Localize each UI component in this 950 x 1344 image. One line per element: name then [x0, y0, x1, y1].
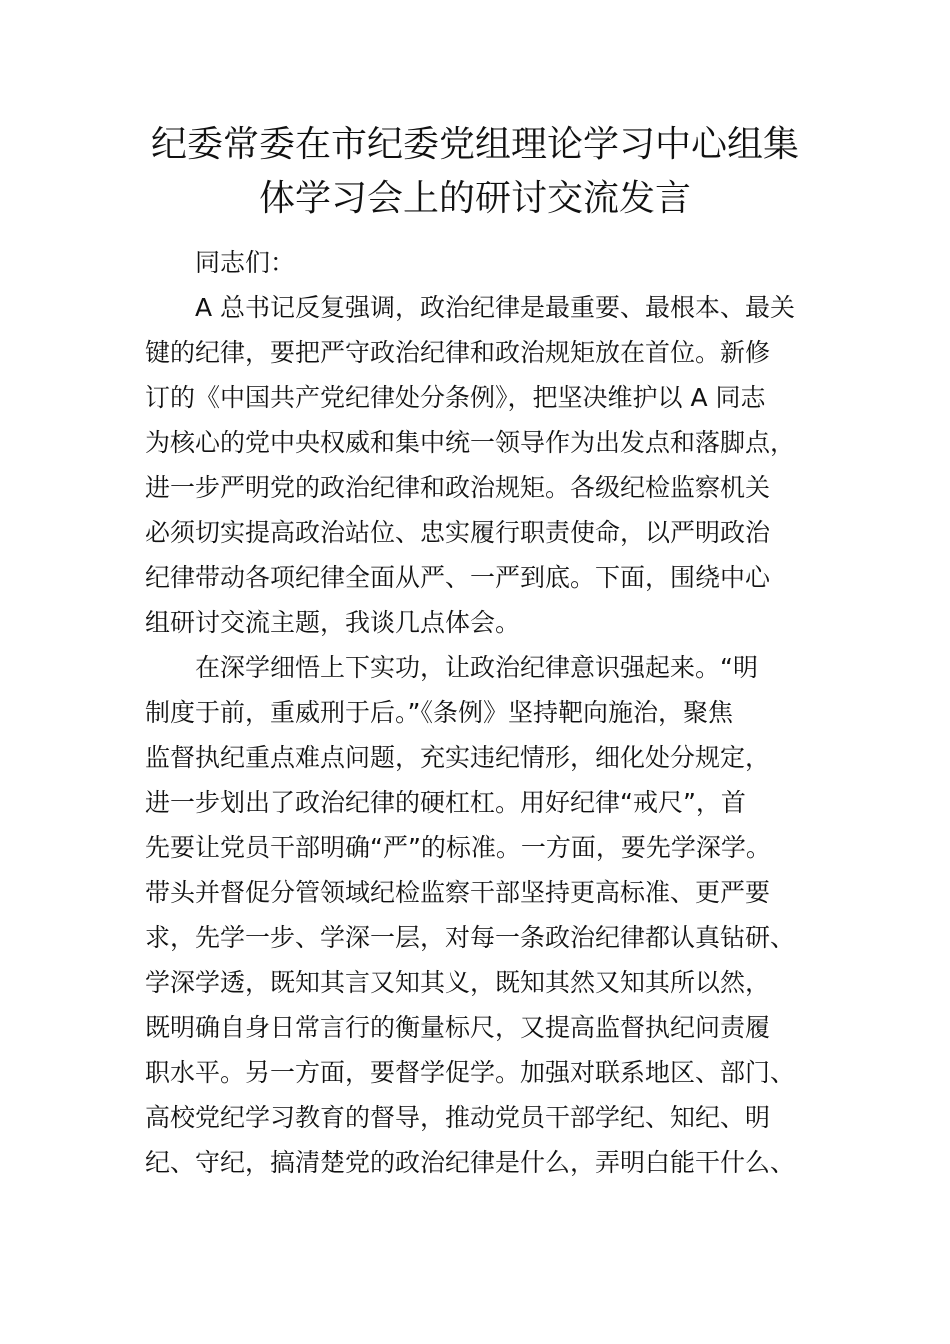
paragraph-2-line-10: 职水平。另一方面，要督学促学。加强对联系地区、部门、: [145, 1058, 796, 1087]
paragraph-1-line-7: 纪律带动各项纪律全面从严、一严到底。下面，围绕中心: [145, 563, 771, 592]
paragraph-2-line-5: 先要让党员干部明确“严”的标准。一方面，要先学深学。: [145, 833, 771, 862]
title-line-2: 体学习会上的研讨交流发言: [258, 178, 691, 219]
document-title: [145, 118, 805, 226]
paragraph-2-line-11: 高校党纪学习教育的督导，推动党员干部学纪、知纪、明: [145, 1103, 771, 1132]
paragraph-2-line-7: 求，先学一步、学深一层，对每一条政治纪律都认真钻研、: [145, 923, 796, 952]
document-body: [145, 240, 810, 1185]
paragraph-2-line-6: 带头并督促分管领域纪检监察干部坚持更高标准、更严要: [145, 878, 771, 907]
paragraph-1-line-1: A 总书记反复强调，政治纪律是最重要、最根本、最关: [195, 293, 796, 322]
paragraph-1-line-4: 为核心的党中央权威和集中统一领导作为出发点和落脚点，: [145, 428, 796, 457]
paragraph-2-line-4: 进一步划出了政治纪律的硬杠杠。用好纪律“戒尺”，首: [145, 788, 746, 817]
paragraph-2-line-2: 制度于前，重威刑于后。”《条例》坚持靶向施治，聚焦: [145, 698, 733, 727]
paragraph-2-line-8: 学深学透，既知其言又知其义，既知其然又知其所以然，: [145, 968, 771, 997]
paragraph-1-line-8: 组研讨交流主题，我谈几点体会。: [145, 608, 521, 637]
title-line-1: 纪委常委在市纪委党组理论学习中心组集: [150, 124, 799, 165]
paragraph-2-line-9: 既明确自身日常言行的衡量标尺，又提高监督执纪问责履: [145, 1013, 771, 1042]
paragraph-1-line-5: 进一步严明党的政治纪律和政治规矩。各级纪检监察机关: [145, 473, 771, 502]
paragraph-1-line-6: 必须切实提高政治站位、忠实履行职责使命，以严明政治: [145, 518, 771, 547]
paragraph-2-line-1: 在深学细悟上下实功，让政治纪律意识强起来。“明: [195, 653, 758, 682]
paragraph-2-line-3: 监督执纪重点难点问题，充实违纪情形，细化处分规定，: [145, 743, 771, 772]
paragraph-1-line-2: 键的纪律，要把严守政治纪律和政治规矩放在首位。新修: [145, 338, 771, 367]
paragraph-1-line-3: 订的《中国共产党纪律处分条例》，把坚决维护以 A 同志: [145, 383, 766, 412]
paragraph-2-line-12: 纪、守纪，搞清楚党的政治纪律是什么，弄明白能干什么、: [145, 1148, 796, 1177]
salutation: 同志们：: [195, 248, 296, 277]
